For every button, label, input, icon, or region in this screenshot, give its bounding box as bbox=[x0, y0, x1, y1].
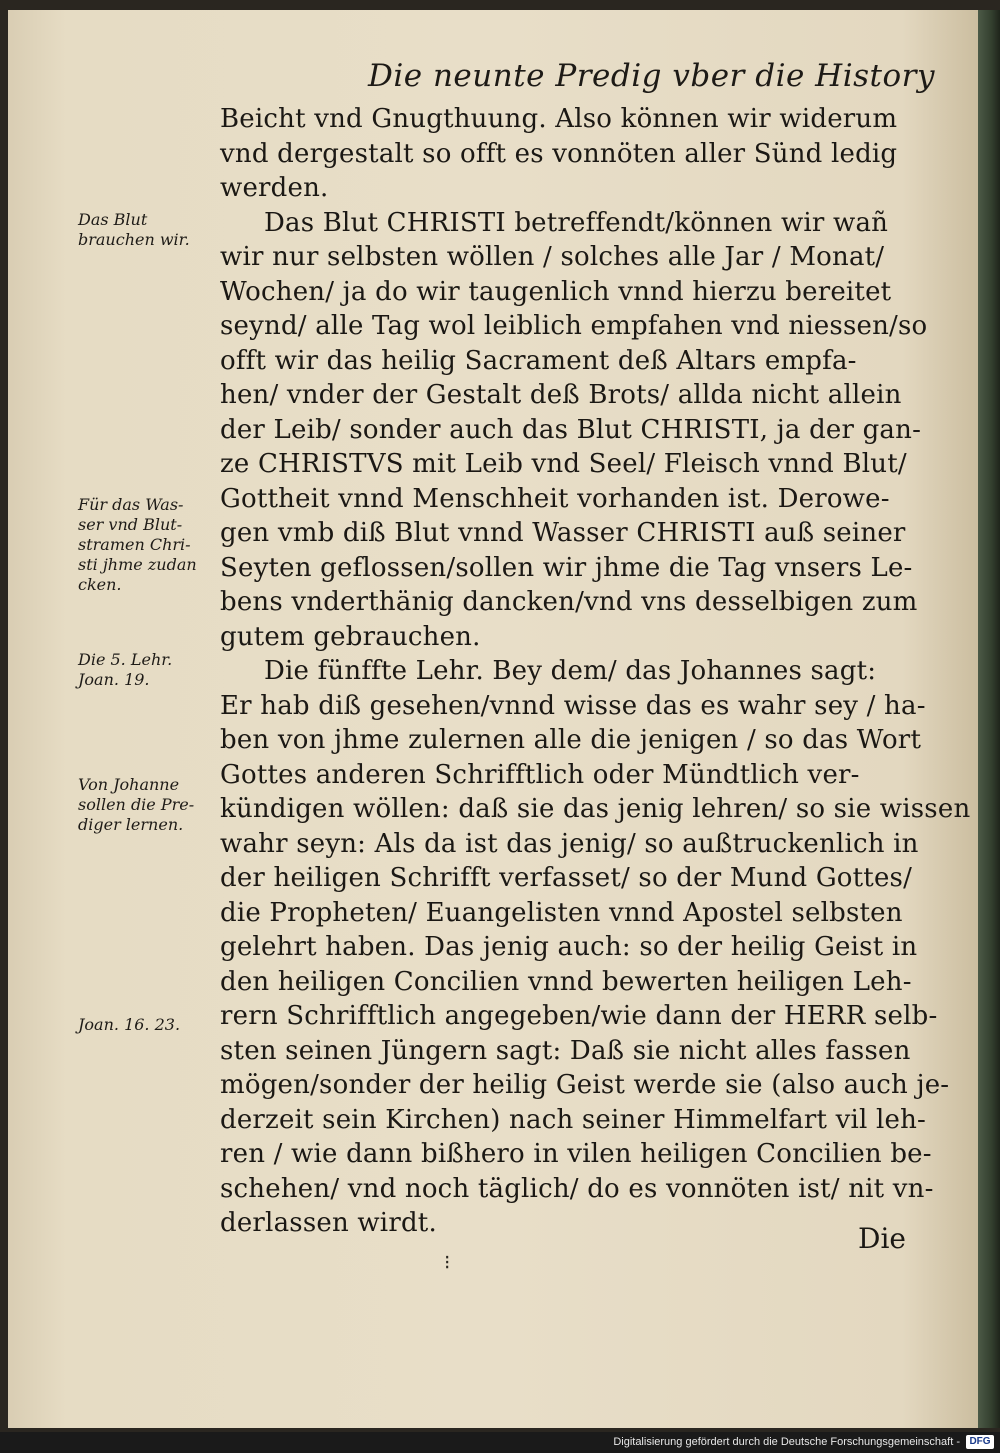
text-line: ze CHRISTVS mit Leib vnd Seel/ Fleisch vnnd Blut/ bbox=[220, 449, 907, 479]
text-line: der heiligen Schrifft verfasset/ so der Mund Gottes/ bbox=[220, 863, 913, 893]
text-line: gutem gebrauchen. bbox=[220, 621, 481, 652]
text-line: den heiligen Concilien vnnd bewerten heiligen Leh- bbox=[220, 966, 912, 997]
marginal-line: Das Blut bbox=[78, 210, 148, 229]
text-line: vnd dergestalt so offt es vonnöten aller Sünd ledig bbox=[220, 138, 898, 169]
text-line: seynd/ alle Tag wol leiblich empfahen vnd niessen/so bbox=[220, 311, 928, 341]
text-line: bens vnderthänig dancken/vnd vns desselbigen zum bbox=[220, 587, 918, 617]
marginal-note-wasser bbox=[78, 495, 216, 595]
marginal-line: ser vnd Blut- bbox=[78, 515, 183, 534]
marginal-line: sti jhme zudan bbox=[78, 555, 197, 574]
text-line: Die fünffte Lehr. Bey dem/ das Johannes sagt: bbox=[264, 656, 877, 686]
marginal-line: stramen Chri- bbox=[78, 535, 191, 554]
text-line: derlassen wirdt. bbox=[220, 1208, 437, 1238]
text-line: hen/ vnder der Gestalt deß Brots/ allda nicht allein bbox=[220, 380, 902, 410]
marginal-line: Die 5. Lehr. bbox=[78, 650, 173, 669]
text-line: kündigen wöllen: daß sie das jenig lehren/ so sie wissen bbox=[220, 794, 971, 824]
text-line: der Leib/ sonder auch das Blut CHRISTI, ja der gan- bbox=[220, 414, 922, 445]
marginal-line: cken. bbox=[78, 575, 122, 594]
marginal-note-johanne bbox=[78, 775, 216, 835]
text-line: Gottes anderen Schrifftlich oder Mündtlich ver- bbox=[220, 759, 860, 790]
text-line: Er hab diß gesehen/vnnd wisse das es wahr sey / ha- bbox=[220, 690, 926, 721]
text-line: Das Blut CHRISTI betreffendt/können wir wañ bbox=[264, 207, 889, 238]
text-line: rern Schrifftlich angegeben/wie dann der HERR selb- bbox=[220, 1001, 938, 1031]
page-mark: ⁝ bbox=[444, 1250, 451, 1274]
text-line: Wochen/ ja do wir taugenlich vnnd hierzu bereitet bbox=[220, 276, 892, 307]
text-line: Beicht vnd Gnugthuung. Also können wir widerum bbox=[220, 104, 898, 134]
text-line: wahr seyn: Als da ist das jenig/ so außtruckenlich in bbox=[220, 828, 919, 859]
marginal-note-joan16 bbox=[78, 1015, 216, 1035]
marginal-line: diger lernen. bbox=[78, 815, 184, 834]
text-line: derzeit sein Kirchen) nach seiner Himmelfart vil leh- bbox=[220, 1104, 927, 1135]
body-text bbox=[220, 102, 971, 1241]
marginal-line: Für das Was- bbox=[78, 495, 184, 514]
text-line: schehen/ vnd noch täglich/ do es vonnöten ist/ nit vn- bbox=[220, 1173, 934, 1204]
footer-credit: Digitalisierung gefördert durch die Deutsche Forschungsgemeinschaft - bbox=[613, 1436, 960, 1448]
marginal-note-blut bbox=[78, 210, 216, 250]
text-line: gen vmb diß Blut vnnd Wasser CHRISTI auß seiner bbox=[220, 518, 906, 548]
text-line: ben von jhme zulernen alle die jenigen / so das Wort bbox=[220, 725, 922, 755]
running-head: Die neunte Predig vber die History bbox=[368, 58, 935, 94]
text-line: wir nur selbsten wöllen / solches alle Jar / Monat/ bbox=[220, 242, 885, 272]
text-line: offt wir das heilig Sacrament deß Altars empfa- bbox=[220, 345, 857, 376]
marginal-line: Von Johanne bbox=[78, 775, 180, 794]
dfg-logo-icon: DFG bbox=[966, 1435, 994, 1449]
text-line: werden. bbox=[220, 173, 329, 203]
text-line: Seyten geflossen/sollen wir jhme die Tag vnsers Le- bbox=[220, 552, 913, 583]
marginal-line: sollen die Pre- bbox=[78, 795, 195, 814]
text-line: ren / wie dann bißhero in vilen heiligen Concilien be- bbox=[220, 1139, 932, 1169]
marginal-line: brauchen wir. bbox=[78, 230, 190, 249]
page-edge bbox=[978, 10, 1000, 1428]
text-line: die Propheten/ Euangelisten vnnd Apostel selbsten bbox=[220, 897, 903, 928]
marginal-line: Joan. 19. bbox=[78, 670, 150, 689]
book-page bbox=[8, 10, 980, 1428]
text-line: Gottheit vnnd Menschheit vorhanden ist. Derowe- bbox=[220, 483, 890, 514]
marginal-line: Joan. 16. 23. bbox=[78, 1015, 181, 1034]
marginal-note-lehr bbox=[78, 650, 216, 690]
text-line: gelehrt haben. Das jenig auch: so der heilig Geist in bbox=[220, 932, 918, 962]
text-line: sten seinen Jüngern sagt: Daß sie nicht alles fassen bbox=[220, 1035, 911, 1066]
text-line: mögen/sonder der heilig Geist werde sie (also auch je- bbox=[220, 1070, 950, 1100]
catchword: Die bbox=[858, 1222, 906, 1255]
footer-bar bbox=[0, 1432, 1000, 1453]
